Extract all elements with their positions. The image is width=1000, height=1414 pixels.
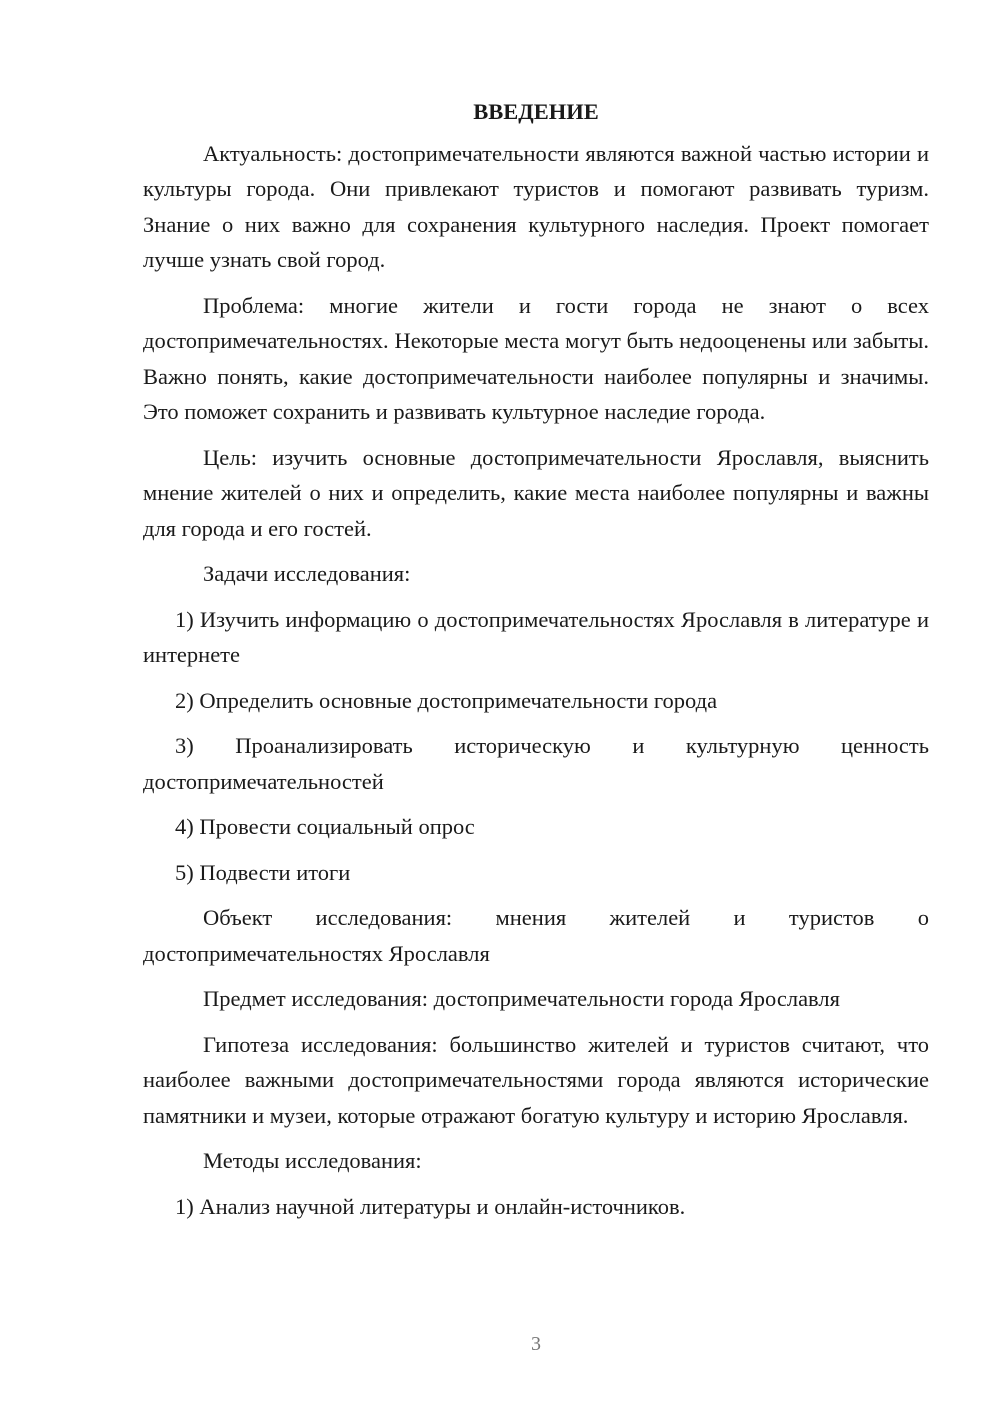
task-item-2: 2) Определить основные достопримечательности города bbox=[175, 687, 718, 713]
hypothesis-paragraph: Гипотеза исследования: большинство жителей и туристов считают, что наиболее важными достопримечательностями города являются исторические памятники и музеи, которые отражают богатую культуру и историю Ярославля. bbox=[143, 1031, 929, 1128]
methods-heading: Методы исследования: bbox=[203, 1148, 422, 1173]
task-item-1: 1) Изучить информацию о достопримечательностях Ярославля в литературе и интернете bbox=[143, 606, 929, 667]
tasks-heading: Задачи исследования: bbox=[203, 561, 411, 586]
page-content bbox=[143, 94, 929, 1234]
page-number: 3 bbox=[531, 1333, 541, 1355]
section-title: ВВЕДЕНИЕ bbox=[473, 99, 599, 124]
task-item-5: 5) Подвести итоги bbox=[175, 859, 351, 885]
task-item-4: 4) Провести социальный опрос bbox=[175, 814, 475, 839]
object-paragraph: Объект исследования: мнения жителей и туристов о достопримечательностях Ярославля bbox=[143, 905, 929, 966]
method-item-1: 1) Анализ научной литературы и онлайн-источников. bbox=[175, 1193, 686, 1219]
subject-paragraph: Предмет исследования: достопримечательности города Ярославля bbox=[203, 986, 840, 1011]
task-item-3: 3) Проанализировать историческую и культурную ценность достопримечательностей bbox=[143, 733, 929, 794]
relevance-paragraph: Актуальность: достопримечательности являются важной частью истории и культуры города. Они привлекают туристов и помогают развивать туризм. Знание о них важно для сохранения культурного наследия. Проект помогает лучше узнать свой город. bbox=[143, 140, 929, 272]
goal-paragraph: Цель: изучить основные достопримечательности Ярославля, выяснить мнение жителей о них и определить, какие места наиболее популярны и важны для города и его гостей. bbox=[143, 444, 929, 541]
problem-paragraph: Проблема: многие жители и гости города не знают о всех достопримечательностях. Некоторые места могут быть недооценены или забыты. Важно понять, какие достопримечательности наиболее популярны и значимы. Это поможет сохранить и развивать культурное наследие города. bbox=[143, 292, 929, 424]
